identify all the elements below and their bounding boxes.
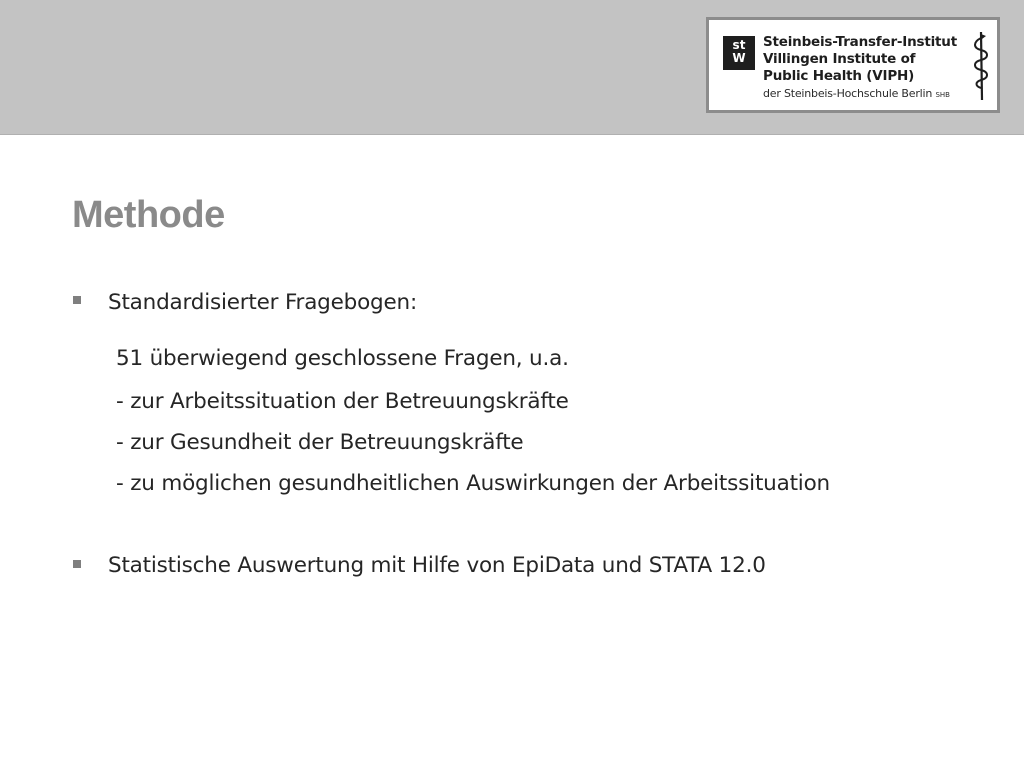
staff-of-asclepius-icon — [971, 30, 991, 102]
stw-logo-mark — [723, 36, 755, 70]
slide-title: Methode — [72, 194, 225, 236]
bullet-statistics: Statistische Auswertung mit Hilfe von EpiData und STATA 12.0 — [108, 553, 766, 578]
logo-line-4 — [763, 87, 950, 100]
sub-intro: 51 überwiegend geschlossene Fragen, u.a. — [116, 346, 569, 371]
logo-mark-top: st — [732, 38, 746, 52]
bullet-marker — [73, 560, 81, 568]
logo-line-3: Public Health (VIPH) — [763, 68, 915, 84]
sub-item: - zur Arbeitssituation der Betreuungskräfte — [116, 389, 569, 414]
logo-mark-bottom: W — [732, 51, 746, 65]
bullet-marker — [73, 296, 81, 304]
logo-line-2: Villingen Institute of — [763, 51, 916, 67]
logo-line-4-text: der Steinbeis-Hochschule Berlin — [763, 87, 933, 100]
institute-logo — [706, 17, 1000, 113]
logo-line-4-suffix: SHB — [935, 91, 950, 99]
logo-line-1: Steinbeis-Transfer-Institut — [763, 34, 957, 50]
sub-item: - zu möglichen gesundheitlichen Auswirkungen der Arbeitssituation — [116, 471, 830, 496]
sub-item: - zur Gesundheit der Betreuungskräfte — [116, 430, 524, 455]
header-band — [0, 0, 1024, 135]
bullet-questionnaire: Standardisierter Fragebogen: — [108, 290, 417, 315]
